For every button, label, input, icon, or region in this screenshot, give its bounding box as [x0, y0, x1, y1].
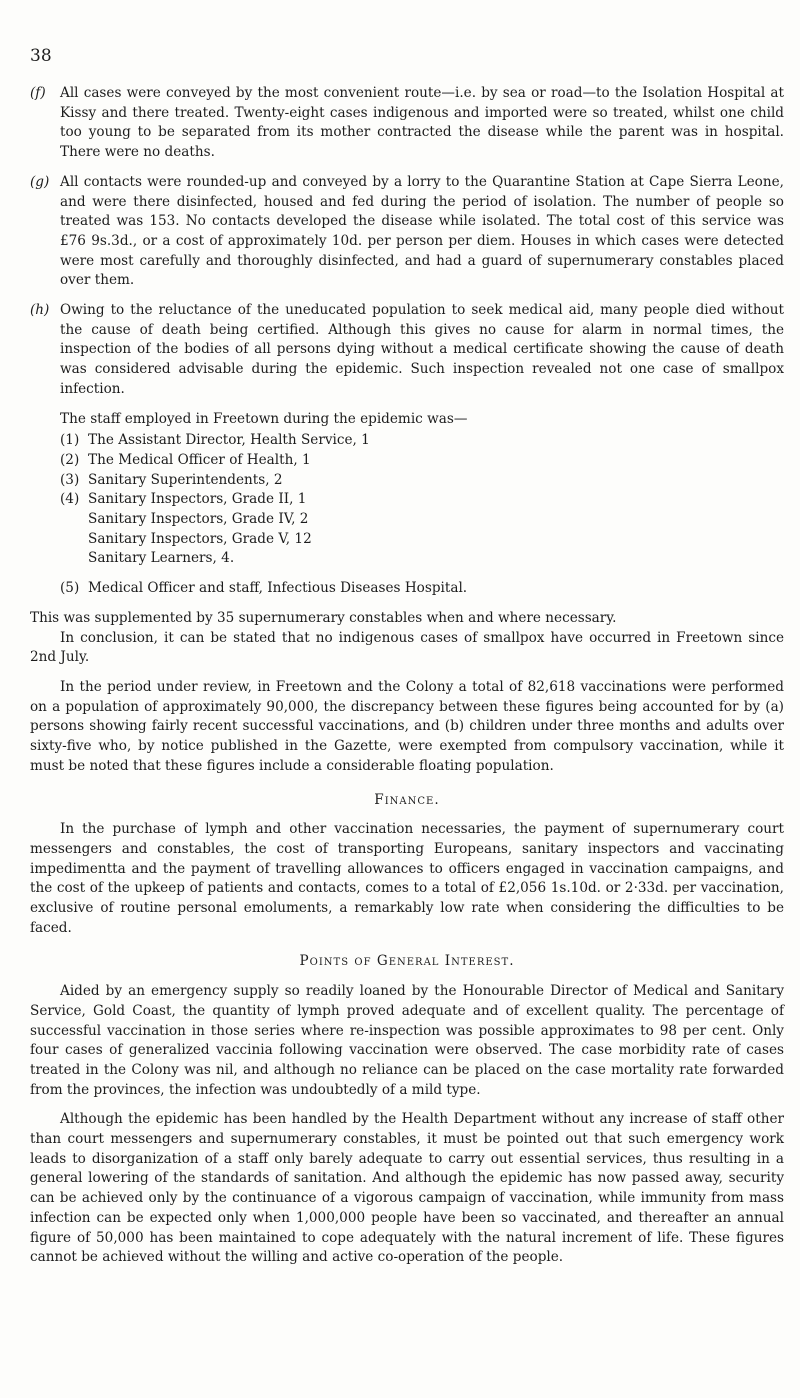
finance-paragraph: In the purchase of lymph and other vaccination necessaries, the payment of supernumerary court messengers and constables, the cost of transporting Europeans, sanitary inspectors and vaccinating impedimentta and the payment of travelling allowances to officers engaged in vaccination campaigns, and the cost of the upkeep of patients and contacts, comes to a total of £2,056 1s.10d. or 2·33d. per vaccination, exclusive of routine personal emoluments, a remarkably low rate when considering the difficulties to be faced.	[30, 821, 784, 936]
item-text: Owing to the reluctance of the uneducated population to seek medical aid, many people died without the cause of death being certified. Although this gives no cause for alarm in normal times, the inspection of the bodies of all persons dying without a medical certificate showing the cause of death was considered advisable during the epidemic. Such inspection revealed not one case of smallpox infection.	[60, 302, 784, 397]
item-marker: (h)	[30, 302, 50, 319]
staff-row: (5) Medical Officer and staff, Infectious Diseases Hospital.	[60, 580, 468, 597]
page-number: 38	[30, 46, 52, 66]
list-item-f	[30, 84, 784, 163]
interest-heading: Points of General Interest.	[299, 953, 515, 970]
staff-row: Sanitary Learners, 4.	[88, 550, 235, 567]
item-marker: (f)	[30, 85, 46, 101]
staff-row: (2) The Medical Officer of Health, 1	[60, 451, 311, 468]
interest-paragraph-2: Although the epidemic has been handled by the Health Department without any increase of staff other than court messengers and supernumerary constables, it must be pointed out that such emergency work leads to disorganization of a staff only barely adequate to carry out essential services, thus resulting in a general lowering of the standards of sanitation. And although the epidemic has now passed away, security can be achieved only by the continuance of a vigorous campaign of vaccination, while immunity from mass infection can be expected only when 1,000,000 people have been so vaccinated, and thereafter an annual figure of 50,000 has been maintained to cope adequately with the natural increment of life. These figures cannot be achieved without the willing and active co-operation of the people.	[30, 1111, 784, 1266]
staff-row: (1) The Assistant Director, Health Service, 1	[60, 432, 370, 449]
page-body	[30, 84, 784, 1278]
vaccination-paragraph: In the period under review, in Freetown and the Colony a total of 82,618 vaccinations were performed on a population of approximately 90,000, the discrepancy between these figures being accounted for by (a) persons showing fairly recent successful vaccinations, and (b) children under three months and adults over sixty-five who, by notice published in the Gazette, were exempted from compulsory vaccination, while it must be noted that these figures include a considerable floating population.	[30, 678, 784, 774]
staff-row: (3) Sanitary Superintendents, 2	[60, 471, 283, 488]
item-text: All contacts were rounded-up and conveyed by a lorry to the Quarantine Station at Cape Sierra Leone, and were there disinfected, housed and fed during the period of isolation. The number of people so treated was 153. No contacts developed the disease while isolated. The total cost of this service was £76 9s.3d., or a cost of approximately 10d. per person per diem. Houses in which cases were detected were most carefully and thoroughly disinfected, and had a guard of supernumerary constables placed over them.	[60, 173, 784, 289]
interest-paragraph-1: Aided by an emergency supply so readily loaned by the Honourable Director of Medical and Sanitary Service, Gold Coast, the quantity of lymph proved adequate and of excellent quality. The percentage of successful vaccination in those series where re-inspection was possible approximates to 98 per cent. Only four cases of generalized vaccinia following vaccination were observed. The case morbidity rate of cases treated in the Colony was nil, and although no reliance can be placed on the case mortality rate forwarded from the provinces, the infection was undoubtedly of a mild type.	[30, 983, 784, 1098]
staff-list	[60, 431, 784, 599]
staff-row: (4) Sanitary Inspectors, Grade II, 1	[60, 491, 307, 508]
staff-row: Sanitary Inspectors, Grade V, 12	[88, 530, 312, 547]
conclusion-paragraph: In conclusion, it can be stated that no indigenous cases of smallpox have occurred in Freetown since 2nd July.	[30, 629, 784, 666]
finance-heading: Finance.	[374, 791, 440, 808]
list-item-g	[30, 173, 784, 291]
item-marker: (g)	[30, 173, 50, 190]
staff-intro: The staff employed in Freetown during the epidemic was—	[60, 410, 468, 427]
supplement-text: This was supplemented by 35 supernumerary constables when and where necessary.	[30, 609, 617, 626]
list-item-h	[30, 301, 784, 400]
item-text: All cases were conveyed by the most convenient route—i.e. by sea or road—to the Isolation Hospital at Kissy and there treated. Twenty-eight cases indigenous and imported were so treated, whilst one child too young to be separated from its mother contracted the disease while the parent was in hospital. There were no deaths.	[60, 85, 784, 161]
staff-row: Sanitary Inspectors, Grade IV, 2	[88, 511, 309, 528]
